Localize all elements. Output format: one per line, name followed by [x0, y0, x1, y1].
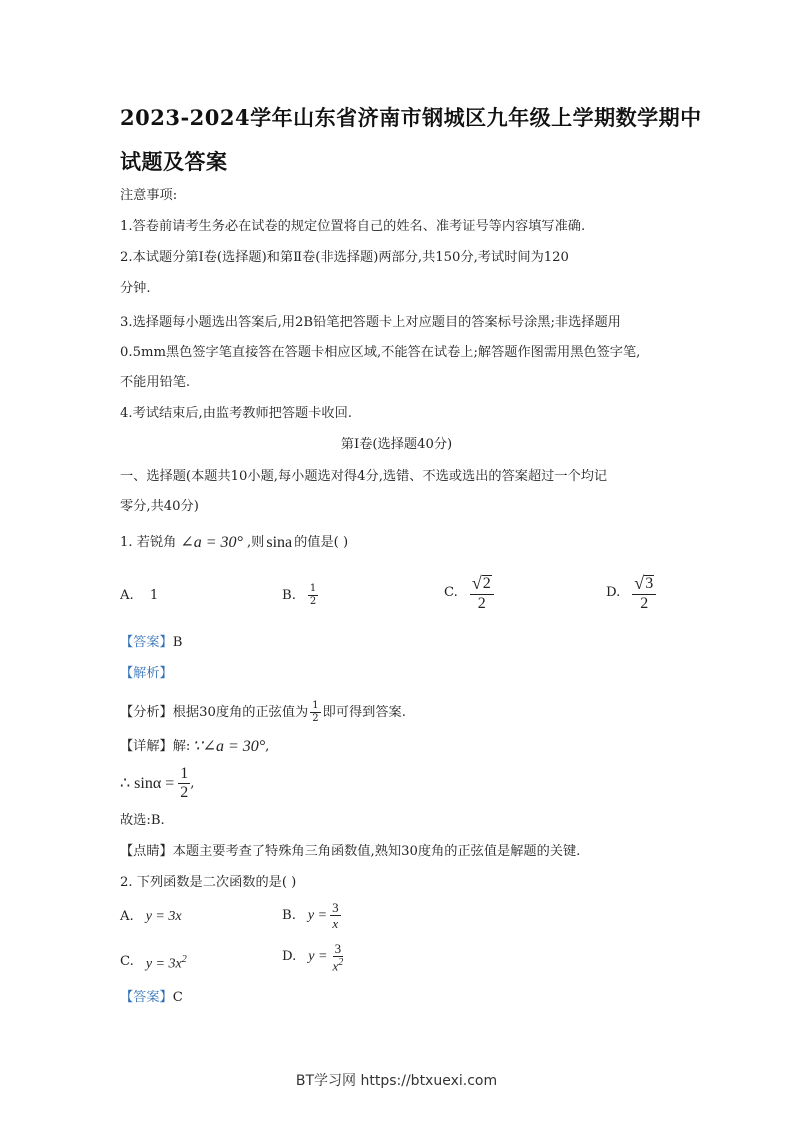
- q1-fenxi-denominator: 2: [312, 713, 319, 724]
- answer-tag: 【答案】: [120, 990, 173, 1005]
- q1-option-d-label: D.: [606, 585, 621, 600]
- q2-option-a: [120, 907, 182, 927]
- q1-fenxi-text-a: 根据30度角的正弦值为: [172, 704, 309, 720]
- section-title: 第Ⅰ卷(选择题40分): [340, 437, 453, 452]
- note-2-line2: 分钟.: [120, 281, 151, 296]
- note-3-line2: 0.5mm黑色签字笔直接答在答题卡相应区域,不能答在试卷上;解答题作图需用黑色签字笔,: [120, 345, 641, 360]
- q1-detail: [120, 737, 269, 757]
- q2-option-b: [282, 901, 341, 930]
- q1-option-d-fraction: [632, 574, 656, 612]
- q1-conclusion-fraction: [178, 766, 190, 801]
- q2-option-a-expression: y = 3x: [145, 909, 182, 924]
- q1-suffix: 的值是( ): [294, 535, 349, 550]
- q1-detail-comma: ,: [265, 739, 270, 754]
- q1-option-a-label: A.: [120, 588, 134, 603]
- question-1-stem: [120, 533, 348, 553]
- detail-tag: 【详解】: [120, 739, 173, 754]
- q1-dianjing: [120, 842, 580, 862]
- q1-conclusion-denominator: 2: [180, 784, 189, 801]
- q1-fenxi-text-b: 即可得到答案.: [322, 704, 406, 720]
- q2-option-a-label: A.: [120, 909, 134, 924]
- q1-prefix: 1. 若锐角: [120, 535, 177, 550]
- q1-fenxi: [120, 701, 406, 724]
- q2-option-d-label: D.: [282, 949, 297, 965]
- q2-option-d-numerator: 3: [334, 941, 342, 956]
- q1-choice: 故选:B.: [120, 813, 165, 828]
- analysis-tag: 【解析】: [120, 666, 173, 681]
- q1-mid: ,则: [246, 535, 265, 550]
- q2-option-d-fraction: [330, 942, 345, 972]
- q2-option-d-lhs: y =: [308, 949, 328, 965]
- q2-option-c-expression: $y = 3x^2$: [145, 954, 187, 972]
- q2-option-b-lhs: y =: [307, 907, 328, 923]
- q1-conclusion: [120, 766, 194, 801]
- q1-sin-expression: sina: [266, 534, 293, 551]
- q1-detail-expression: ∵∠a = 30°: [192, 738, 266, 755]
- q1-dianjing-text: 本题主要考查了特殊角三角函数值,熟知30度角的正弦值是解题的关键.: [172, 844, 581, 859]
- q1-option-d: [606, 574, 656, 612]
- note-2-line1: 2.本试题分第Ⅰ卷(选择题)和第Ⅱ卷(非选择题)两部分,共150分,考试时间为120: [120, 250, 569, 265]
- fenxi-tag: 【分析】: [120, 704, 173, 720]
- q1-option-c: [444, 574, 494, 612]
- q1-option-c-denominator: 2: [477, 595, 486, 612]
- q2-option-b-denominator: x: [332, 916, 339, 931]
- q1-conclusion-comma: ,: [190, 775, 195, 791]
- q1-option-a-value: 1: [149, 588, 159, 603]
- sqrt-icon: √ 3: [634, 573, 654, 593]
- q1-option-b-numerator: 1: [309, 583, 317, 594]
- q1-option-c-label: C.: [444, 585, 458, 600]
- q2-option-d-denominator: $x^2$: [332, 957, 344, 974]
- note-4: 4.考试结束后,由监考教师把答题卡收回.: [120, 406, 352, 421]
- q1-option-d-denominator: 2: [640, 595, 649, 612]
- q1-conclusion-expression: ∴ sinα =: [120, 774, 175, 792]
- dianjing-tag: 【点睛】: [120, 844, 173, 859]
- document-title-line1: 2023-2024学年山东省济南市钢城区九年级上学期数学期中: [120, 105, 702, 130]
- q2-answer: [120, 988, 183, 1008]
- document-title-line2: 试题及答案: [120, 149, 228, 174]
- q2-answer-value: C: [172, 990, 183, 1005]
- part1-instructions-line1: 一、选择题(本题共10小题,每小题选对得4分,选错、不选或选出的答案超过一个均记: [120, 469, 608, 484]
- q1-angle-expression: ∠a = 30°: [180, 534, 243, 551]
- q1-option-b: [282, 584, 318, 607]
- note-1: 1.答卷前请考生务必在试卷的规定位置将自己的姓名、准考证号等内容填写准确.: [120, 219, 586, 234]
- q1-answer-value: B: [172, 635, 183, 650]
- q1-fenxi-numerator: 1: [312, 700, 319, 711]
- part1-instructions-line2: 零分,共40分): [120, 499, 199, 514]
- q1-option-b-denominator: 2: [309, 596, 317, 607]
- sqrt-icon: √ 2: [471, 573, 491, 593]
- q2-option-b-label: B.: [282, 907, 296, 923]
- q1-fenxi-fraction: [310, 701, 320, 724]
- q1-detail-text: 解:: [172, 739, 191, 754]
- question-2-stem: 2. 下列函数是二次函数的是( ): [120, 875, 297, 890]
- q1-conclusion-numerator: 1: [180, 765, 189, 782]
- q2-option-b-numerator: 3: [332, 900, 339, 915]
- note-3-line3: 不能用铅笔.: [120, 375, 191, 390]
- q2-option-c: [120, 950, 187, 975]
- q1-option-c-fraction: [470, 574, 494, 612]
- q1-option-b-label: B.: [282, 587, 296, 603]
- q1-option-a: [120, 586, 158, 606]
- q1-option-b-fraction: [308, 584, 318, 607]
- q2-option-c-label: C.: [120, 954, 134, 970]
- notes-heading: 注意事项:: [120, 188, 178, 203]
- footer-watermark: BT学习网 https://btxuexi.com: [295, 1073, 498, 1089]
- note-3-line1: 3.选择题每小题选出答案后,用2B铅笔把答题卡上对应题目的答案标号涂黑;非选择题用: [120, 315, 621, 330]
- q1-option-c-numerator: [470, 574, 494, 595]
- q2-option-d: [282, 942, 345, 972]
- answer-tag: 【答案】: [120, 635, 173, 650]
- q1-option-d-numerator: [632, 574, 656, 595]
- q2-option-b-fraction: [330, 901, 341, 930]
- q1-answer: [120, 633, 182, 653]
